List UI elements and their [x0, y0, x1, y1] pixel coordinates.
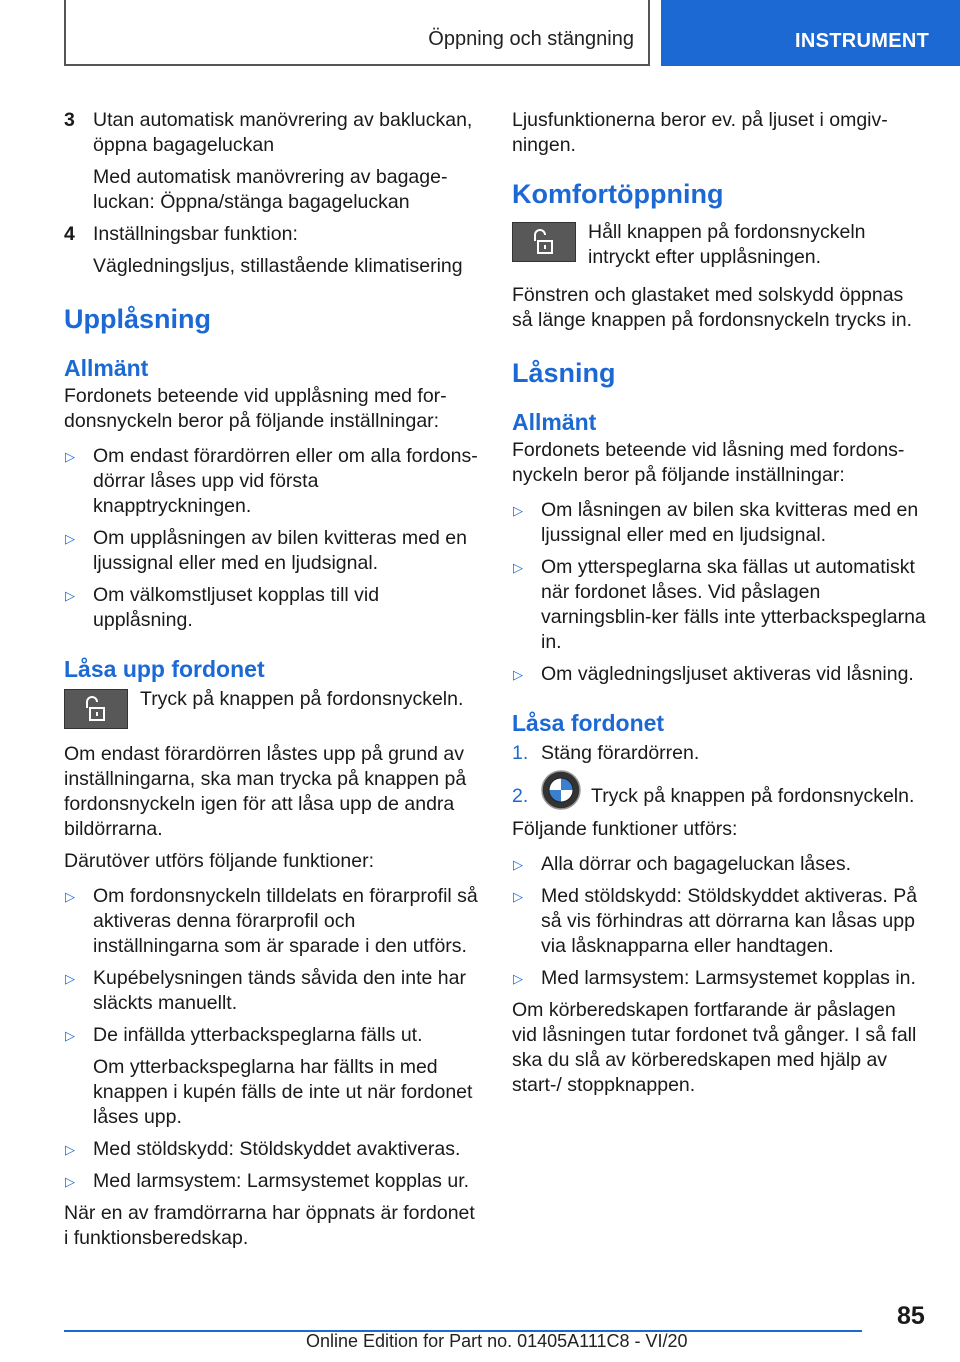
step-number: 2. [512, 785, 529, 807]
heading-comfort-opening: Komfortöppning [512, 179, 724, 209]
functions-intro: Följande funktioner utförs: [512, 818, 738, 840]
bullet-text: Kupébelysningen tänds såvida den inte har släckts manuellt. [93, 967, 466, 1014]
unlock-button-icon [64, 689, 128, 729]
heading-locking: Låsning [512, 358, 616, 388]
triangle-bullet-icon: ▷ [513, 889, 523, 904]
bullet-text: Om upplåsningen av bilen kvitteras med en ljussignal eller med en ljudsignal. [93, 527, 467, 574]
list-item [64, 1137, 478, 1162]
triangle-bullet-icon: ▷ [65, 1174, 75, 1189]
triangle-bullet-icon: ▷ [65, 588, 75, 603]
triangle-bullet-icon: ▷ [65, 531, 75, 546]
step-number: 1. [512, 742, 529, 764]
triangle-bullet-icon: ▷ [513, 857, 523, 872]
bullet-text: Om endast förardörren eller om alla fordons-dörrar låses upp vid första knapptryckningen. [93, 445, 478, 517]
heading-unlock-vehicle: Låsa upp fordonet [64, 656, 265, 682]
brand-logo-icon [541, 770, 581, 810]
step-2 [512, 784, 926, 810]
comfort-icon-text: Håll knappen på fordonsnyckeln intryckt efter upplåsningen. [588, 221, 866, 268]
left-column [64, 108, 478, 1258]
step-text: Tryck på knappen på fordonsnyckeln. [591, 785, 915, 808]
bullet-text: Med larmsystem: Larmsystemet kopplas ur. [93, 1170, 470, 1192]
list-item [512, 884, 926, 959]
bullet-text: Om låsningen av bilen ska kvitteras med en ljussignal eller med en ljudsignal. [541, 499, 919, 546]
bullet-text: Om välkomstljuset kopplas till vid upplåsning. [93, 584, 380, 631]
bullet-text: De infällda ytterbackspeglarna fälls ut. [93, 1024, 423, 1046]
page-number: 85 [897, 1302, 925, 1330]
triangle-bullet-icon: ▷ [513, 560, 523, 575]
list-item-4 [64, 222, 478, 247]
list-item-3 [64, 108, 478, 158]
functions-intro: Därutöver utförs följande funktioner: [64, 850, 375, 872]
list-item [512, 555, 926, 655]
item-extra: Med automatisk manövrering av bagage-luckan: Öppna/stänga bagageluckan [93, 166, 448, 213]
closing-paragraph: Om körberedskapen fortfarande är påslagen vid låsningen tutar fordonet två gånger. I så fall ska du slå av körberedskapen med hjälp av start-/ stoppknappen. [512, 999, 917, 1096]
closing-paragraph: När en av framdörrarna har öppnats är fordonet i funktionsberedskap. [64, 1202, 475, 1249]
triangle-bullet-icon: ▷ [65, 449, 75, 464]
bullet-text: Med stöldskydd: Stöldskyddet avaktiveras. [93, 1138, 461, 1160]
bullet-text: Om ytterspeglarna ska fällas ut automatiskt när fordonet låses. Vid påslagen varningsblin-ker fälls inte ytterbackspeglarna in. [541, 556, 926, 653]
unlock-instruction [64, 687, 478, 729]
step-text: Stäng förardörren. [541, 742, 700, 764]
triangle-bullet-icon: ▷ [513, 667, 523, 682]
item-text: Inställningsbar funktion: [93, 223, 298, 245]
triangle-bullet-icon: ▷ [513, 971, 523, 986]
unlock-icon-text: Tryck på knappen på fordonsnyckeln. [140, 688, 464, 710]
triangle-bullet-icon: ▷ [65, 1028, 75, 1043]
list-item [64, 966, 478, 1016]
unlock-button-icon [512, 222, 576, 262]
bullet-text: Med stöldskydd: Stöldskyddet aktiveras. På så vis förhindras att dörrarna kan låsas upp via låsknapparna eller handtagen. [541, 885, 918, 957]
footer-edition: Online Edition for Part no. 01405A111C8 - VI/20 [306, 1331, 688, 1351]
general-intro: Fordonets beteende vid låsning med fordons-nyckeln beror på följande inställningar: [512, 439, 905, 486]
list-item [512, 966, 926, 991]
list-item [64, 444, 478, 519]
light-paragraph: Ljusfunktionerna beror ev. på ljuset i omgiv-ningen. [512, 109, 888, 156]
list-item [64, 1023, 478, 1048]
list-item [512, 852, 926, 877]
triangle-bullet-icon: ▷ [65, 889, 75, 904]
header-section-box [64, 0, 650, 66]
triangle-bullet-icon: ▷ [65, 1142, 75, 1157]
triangle-bullet-icon: ▷ [65, 971, 75, 986]
general-intro: Fordonets beteende vid upplåsning med for-donsnyckeln beror på följande inställningar: [64, 385, 447, 432]
step-1 [512, 741, 926, 766]
list-item [512, 498, 926, 548]
item-number: 3 [64, 109, 75, 131]
unlock-paragraph: Om endast förardörren låstes upp på grund av inställningarna, ska man trycka på knappen på fordonsnyckeln igen för att låsa upp de andra bildörrarna. [64, 743, 467, 840]
item-extra: Vägledningsljus, stillastående klimatisering [93, 255, 463, 277]
bullet-text: Med larmsystem: Larmsystemet kopplas in. [541, 967, 916, 989]
right-column [512, 108, 926, 1105]
list-item [64, 526, 478, 576]
list-item [512, 662, 926, 687]
comfort-paragraph: Fönstren och glastaket med solskydd öppnas så länge knappen på fordonsnyckeln trycks in. [512, 284, 912, 331]
heading-unlocking: Upplåsning [64, 304, 211, 334]
item-number: 4 [64, 223, 75, 245]
list-item [64, 583, 478, 633]
mirrors-note: Om ytterbackspeglarna har fällts in med knappen i kupén fälls de inte ut när fordonet låses upp. [93, 1056, 473, 1128]
heading-general: Allmänt [512, 409, 597, 435]
bullet-text: Alla dörrar och bagageluckan låses. [541, 853, 852, 875]
list-item [64, 1169, 478, 1194]
list-item [64, 884, 478, 959]
bullet-text: Om fordonsnyckeln tilldelats en förarprofil så aktiveras denna förarprofil och inställningarna som är sparade i den utförs. [93, 885, 478, 957]
heading-general: Allmänt [64, 355, 149, 381]
bullet-text: Om vägledningsljuset aktiveras vid låsning. [541, 663, 914, 685]
triangle-bullet-icon: ▷ [513, 503, 523, 518]
comfort-instruction [512, 220, 926, 270]
item-text: Utan automatisk manövrering av bakluckan, öppna bagageluckan [93, 109, 473, 156]
header-section-title: Öppning och stängning [428, 28, 634, 50]
header-chapter-tab [661, 0, 960, 66]
heading-lock-vehicle: Låsa fordonet [512, 710, 665, 736]
header-chapter-title: INSTRUMENT [795, 30, 930, 52]
